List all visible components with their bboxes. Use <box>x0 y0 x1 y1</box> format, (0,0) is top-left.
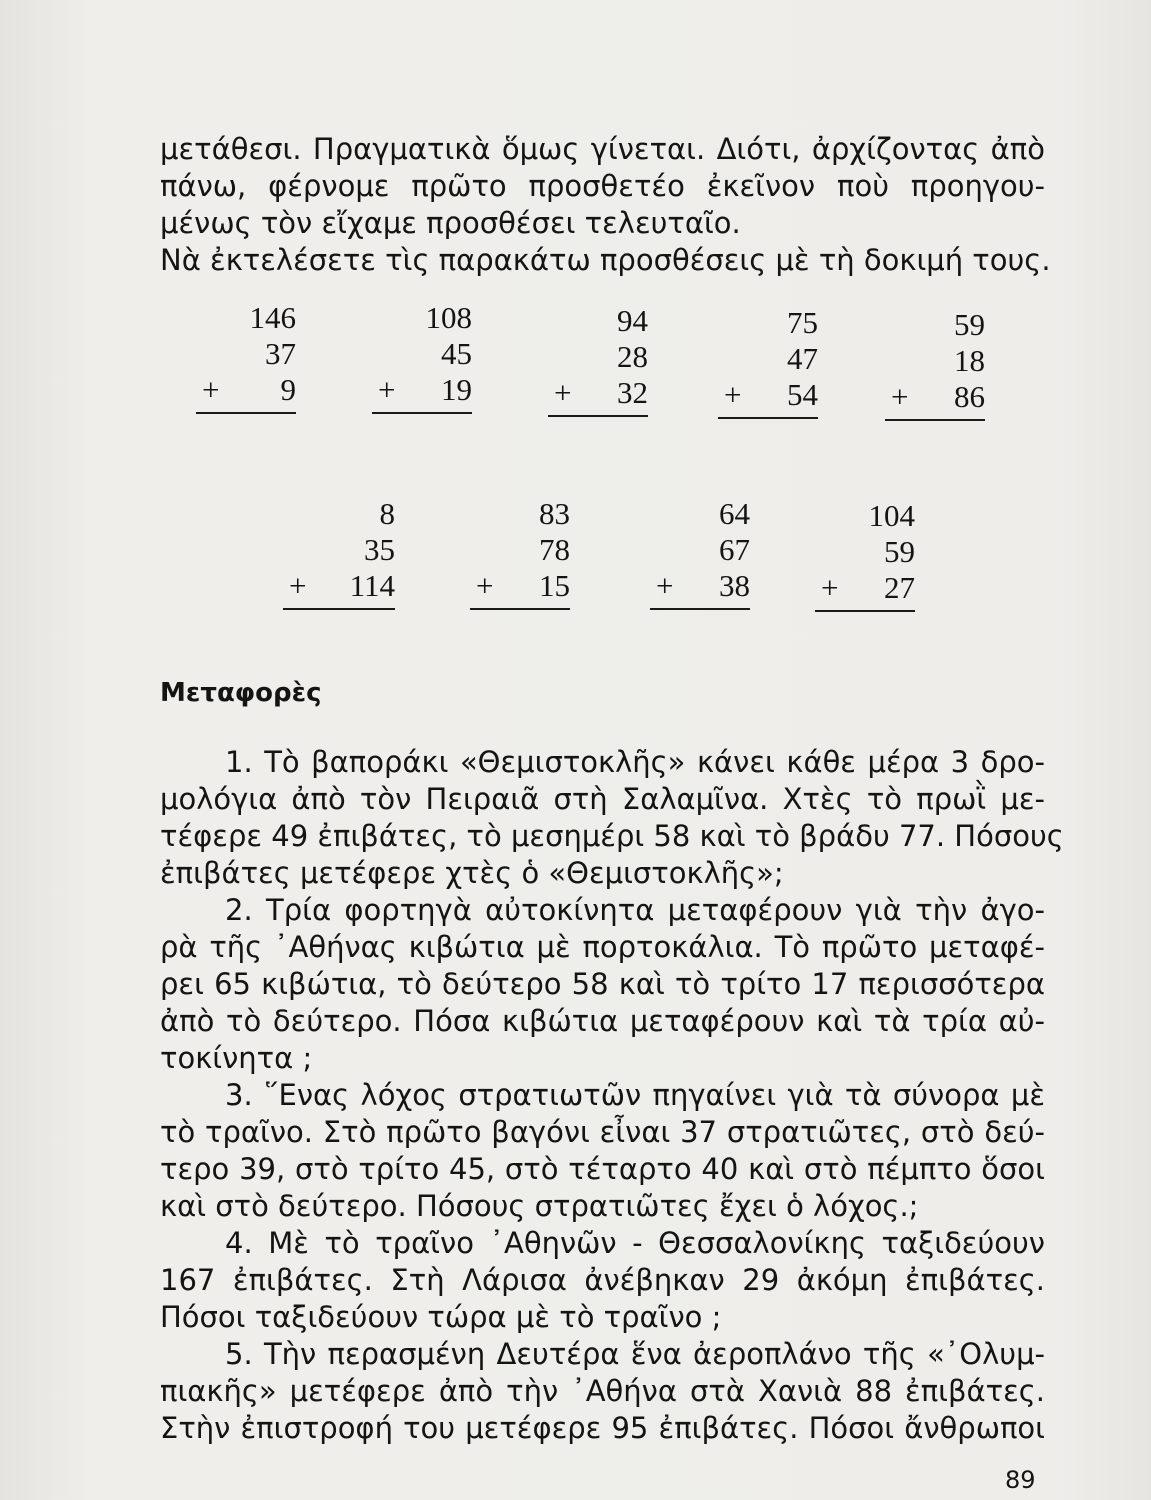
page-number: 89 <box>1005 1466 1036 1494</box>
problem-line: μολόγια ἀπὸ τὸν Πειραιᾶ στὴ Σαλαμῖνα. Χτὲς τὸ πρωῒ με- <box>160 782 1045 816</box>
addend-3: 9 <box>280 372 296 407</box>
addend-2: 67 <box>719 532 750 567</box>
plus-sign: + <box>656 568 674 603</box>
addition-exercise <box>650 496 750 610</box>
plus-sign: + <box>289 568 307 603</box>
intro-line-2: πάνω, φέρνομε πρῶτο προσθετέο ἐκεῖνον ποὺ προηγου- <box>160 169 1045 203</box>
intro-line-1: μετάθεσι. Πραγματικὰ ὅμως γίνεται. Διότι, ἀρχίζοντας ἀπὸ <box>160 132 1045 166</box>
problem-line: Πόσοι ταξιδεύουν τώρα μὲ τὸ τραῖνο ; <box>160 1300 722 1334</box>
addend-1: 59 <box>954 307 985 342</box>
addend-2: 45 <box>441 336 472 371</box>
addend-3: 54 <box>787 377 818 412</box>
problem-line: τὸ τραῖνο. Στὸ πρῶτο βαγόνι εἶναι 37 στρατιῶτες, στὸ δεύ- <box>160 1115 1045 1149</box>
addition-exercise <box>548 303 648 417</box>
addend-2: 37 <box>265 336 296 371</box>
problem-line: πιακῆς» μετέφερε ἀπὸ τὴν ᾿Αθήνα στὰ Χανιὰ 88 ἐπιβάτες. <box>160 1374 1045 1408</box>
addend-1: 108 <box>425 300 472 335</box>
addition-exercise <box>815 498 915 612</box>
problem-line: ρὰ τῆς ᾿Αθήνας κιβώτια μὲ πορτοκάλια. Τὸ πρῶτο μεταφέ- <box>160 930 1045 964</box>
plus-sign: + <box>378 372 396 407</box>
problem-line: 4. Μὲ τὸ τραῖνο ᾿Αθηνῶν - Θεσσαλονίκης ταξιδεύουν <box>225 1226 1045 1260</box>
addend-1: 146 <box>249 300 296 335</box>
addend-2: 28 <box>617 339 648 374</box>
problem-line: τέφερε 49 ἐπιβάτες, τὸ μεσημέρι 58 καὶ τὸ βράδυ 77. Πόσους <box>160 819 1064 853</box>
problem-line: τερο 39, στὸ τρίτο 45, στὸ τέταρτο 40 καὶ στὸ πέμπτο ὅσοι <box>160 1152 1045 1186</box>
problem-line: καὶ στὸ δεύτερο. Πόσους στρατιῶτες ἔχει ὁ λόχος.; <box>160 1189 919 1223</box>
addend-2: 59 <box>884 534 915 569</box>
addend-1: 8 <box>379 496 395 531</box>
addend-1: 83 <box>539 496 570 531</box>
addend-1: 75 <box>787 305 818 340</box>
addition-exercise <box>718 305 818 419</box>
addition-exercise <box>196 300 296 414</box>
problem-line: ρει 65 κιβώτια, τὸ δεύτερο 58 καὶ τὸ τρίτο 17 περισσότερα <box>160 967 1045 1001</box>
intro-line-3: μένως τὸν εἴχαμε προσθέσει τελευταῖο. <box>160 206 741 240</box>
sum-line <box>718 417 818 419</box>
intro-line-4: Νὰ ἐκτελέσετε τὶς παρακάτω προσθέσεις μὲ τὴ δοκιμή τους. <box>160 243 1051 277</box>
addend-2: 18 <box>954 343 985 378</box>
addend-2: 78 <box>539 532 570 567</box>
addend-1: 104 <box>868 498 915 533</box>
addend-1: 94 <box>617 303 648 338</box>
problem-line: 5. Τὴν περασμένη Δευτέρα ἕνα ἀεροπλάνο τῆς «᾿Ολυμ- <box>225 1337 1045 1371</box>
sum-line <box>196 412 296 414</box>
plus-sign: + <box>202 372 220 407</box>
addend-3: 86 <box>954 379 985 414</box>
plus-sign: + <box>554 375 572 410</box>
addend-3: 15 <box>539 568 570 603</box>
problem-line: 1. Τὸ βαποράκι «Θεμιστοκλῆς» κάνει κάθε μέρα 3 δρο- <box>225 745 1045 779</box>
addend-2: 35 <box>364 532 395 567</box>
addend-3: 32 <box>617 375 648 410</box>
section-heading: Μεταφορὲς <box>160 678 322 708</box>
plus-sign: + <box>476 568 494 603</box>
addition-exercise <box>372 300 472 414</box>
sum-line <box>470 608 570 610</box>
addition-exercise <box>885 307 985 421</box>
plus-sign: + <box>821 570 839 605</box>
addend-3: 38 <box>719 568 750 603</box>
sum-line <box>372 412 472 414</box>
addend-3: 27 <box>884 570 915 605</box>
problem-line: 167 ἐπιβάτες. Στὴ Λάρισα ἀνέβηκαν 29 ἀκόμη ἐπιβάτες. <box>160 1263 1045 1297</box>
addend-1: 64 <box>719 496 750 531</box>
addition-exercise <box>470 496 570 610</box>
sum-line <box>650 608 750 610</box>
problem-line: Στὴν ἐπιστροφή του μετέφερε 95 ἐπιβάτες. Πόσοι ἄνθρωποι <box>160 1411 1045 1445</box>
addend-3: 114 <box>349 568 395 603</box>
problem-line: 2. Τρία φορτηγὰ αὐτοκίνητα μεταφέρουν γιὰ τὴν ἀγο- <box>225 893 1045 927</box>
plus-sign: + <box>724 377 742 412</box>
sum-line <box>283 608 395 610</box>
sum-line <box>815 610 915 612</box>
sum-line <box>885 419 985 421</box>
problem-line: τοκίνητα ; <box>160 1041 313 1075</box>
problem-line: ἐπιβάτες μετέφερε χτὲς ὁ «Θεμιστοκλῆς»; <box>160 856 784 890</box>
addend-2: 47 <box>787 341 818 376</box>
problem-line: ἀπὸ τὸ δεύτερο. Πόσα κιβώτια μεταφέρουν καὶ τὰ τρία αὐ- <box>160 1004 1045 1038</box>
plus-sign: + <box>891 379 909 414</box>
problem-line: 3. ῞Ενας λόχος στρατιωτῶν πηγαίνει γιὰ τὰ σύνορα μὲ <box>225 1078 1045 1112</box>
sum-line <box>548 415 648 417</box>
addend-3: 19 <box>441 372 472 407</box>
addition-exercise <box>283 496 395 610</box>
